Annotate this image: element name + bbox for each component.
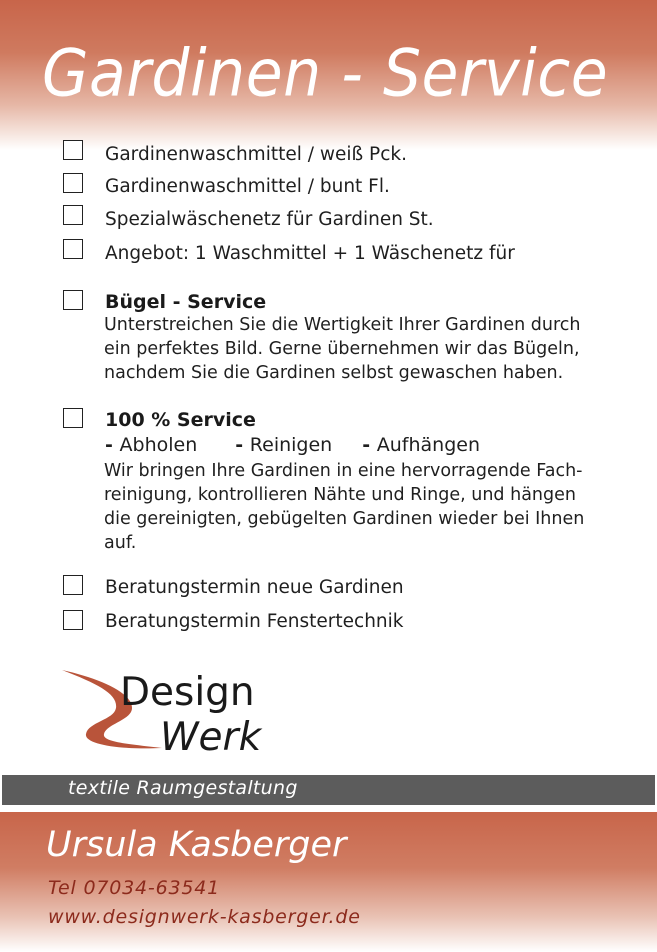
service-step: - Reinigen: [235, 434, 333, 456]
checklist-item-label: Gardinenwaschmittel / weiß Pck.: [105, 144, 407, 165]
checkbox-buegel-service[interactable]: [63, 290, 83, 310]
service-step: - Aufhängen: [362, 434, 480, 456]
paragraph-line: ein perfektes Bild. Gerne übernehmen wir das Bügeln,: [104, 339, 580, 359]
phone-number: Tel 07034-63541: [48, 877, 221, 899]
checkbox-beratung-fenstertechnik[interactable]: [63, 610, 83, 630]
tagline: textile Raumgestaltung: [68, 777, 298, 799]
buegel-service-title: Bügel - Service: [105, 291, 267, 313]
owner-name: Ursula Kasberger: [46, 825, 347, 865]
appointment-label: Beratungstermin Fenstertechnik: [105, 611, 404, 632]
appointment-label: Beratungstermin neue Gardinen: [105, 577, 404, 598]
service-step: - Abholen: [105, 434, 198, 456]
full-service-text: [104, 459, 634, 555]
page-title: Gardinen - Service: [42, 36, 609, 112]
checkbox-full-service[interactable]: [63, 408, 83, 428]
checkbox-angebot[interactable]: [63, 239, 83, 259]
checklist-item-label: Gardinenwaschmittel / bunt Fl.: [105, 176, 390, 197]
checklist-item-label: Spezialwäschenetz für Gardinen St.: [105, 209, 434, 230]
service-steps: [105, 434, 480, 456]
paragraph-line: Wir bringen Ihre Gardinen in eine hervorragende Fach-: [104, 461, 583, 481]
paragraph-line: nachdem Sie die Gardinen selbst gewaschen haben.: [104, 363, 564, 383]
paragraph-line: auf.: [104, 533, 137, 553]
website-link[interactable]: www.designwerk-kasberger.de: [48, 906, 361, 928]
checkbox-waschmittel-weiss[interactable]: [63, 140, 83, 160]
full-service-title: 100 % Service: [105, 409, 256, 431]
checkbox-waschmittel-bunt[interactable]: [63, 173, 83, 193]
paragraph-line: die gereinigten, gebügelten Gardinen wieder bei Ihnen: [104, 509, 585, 529]
checkbox-beratung-gardinen[interactable]: [63, 575, 83, 595]
logo-text-werk: Werk: [160, 715, 262, 760]
paragraph-line: Unterstreichen Sie die Wertigkeit Ihrer Gardinen durch: [104, 315, 581, 335]
buegel-service-text: [104, 313, 634, 385]
checkbox-waeschenetz[interactable]: [63, 205, 83, 225]
paragraph-line: reinigung, kontrollieren Nähte und Ringe, und hängen: [104, 485, 576, 505]
logo-text-design: Design: [120, 670, 255, 715]
checklist-item-label: Angebot: 1 Waschmittel + 1 Wäschenetz für: [105, 243, 515, 264]
